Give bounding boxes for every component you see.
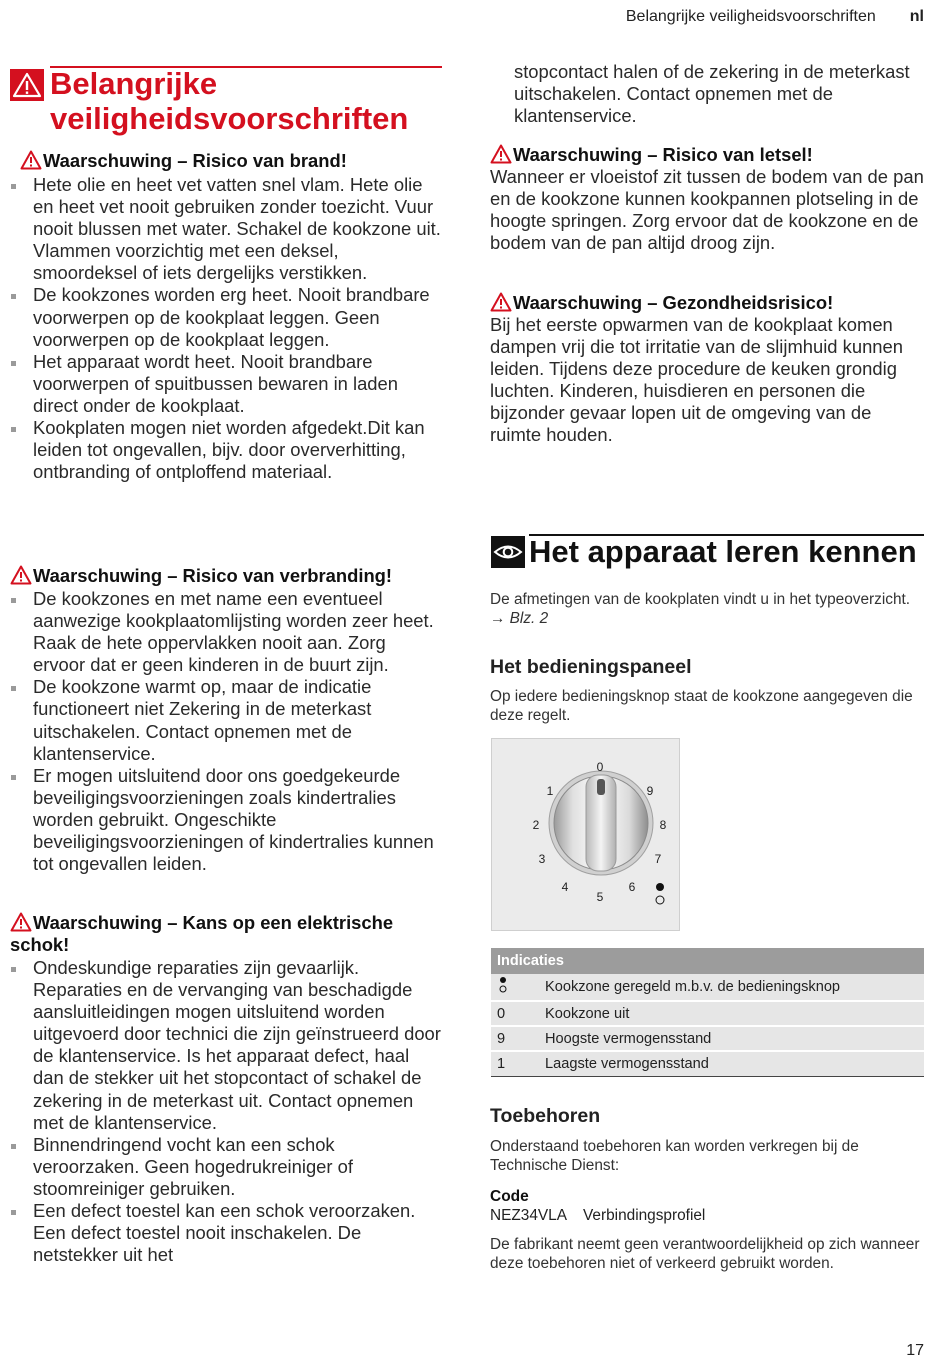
disclaimer: De fabrikant neemt geen verantwoordelijkheid op zich wanneer deze toebehoren niet of verkeerd gebruikt worden. [490, 1236, 920, 1272]
running-header-title: Belangrijke veiligheidsvoorschriften [625, 8, 876, 25]
table-row: 0 Kookzone uit [491, 1001, 924, 1026]
indicator-dot-empty [656, 896, 664, 904]
language-code: nl [909, 8, 924, 25]
warning-triangle-icon [490, 292, 512, 312]
injury-warning-text: Wanneer er vloeistof zit tussen de bodem van de pan en de kookzone kunnen kookpannen plotseling in de hoogte springen. Zorg ervoor dat de kookzone en de bodem van de pan altijd droog zijn. [490, 166, 924, 254]
code-label: Code [490, 1188, 529, 1205]
table-row: Kookzone geregeld m.b.v. de bedieningsknop [491, 974, 924, 1001]
table-row: 1 Laagste vermogensstand [491, 1051, 924, 1076]
list-item: Hete olie en heet vet vatten snel vlam. Hete olie en heet vet nooit gebruiken zonder toezicht. Vuur nooit blussen met water. Schakel de kookzone uit. Vlammen voorzichtig met een deksel, smoordeksel of iets dergelijks verstikken. [10, 174, 442, 284]
warning-triangle-icon [490, 144, 512, 164]
indicator-dot-filled [656, 883, 664, 891]
list-item: Er mogen uitsluitend door ons goedgekeurde beveiligingsvoorzieningen zoals kindertralies worden gebruikt. Ongeschikte beveiligingsvoorzieningen of kindertralies kunnen tot ongevallen leiden. [10, 765, 442, 875]
knob-label-2: 2 [532, 818, 540, 832]
list-item: Ondeskundige reparaties zijn gevaarlijk. Reparaties en de vervanging van beschadigde aansluitleidingen mogen uitsluitend worden uitgevoerd door technici die zijn geïnstrueerd door de klantenservice. Is het apparaat defect, haal dan de stekker uit het stopcontact of schakel de zekering in de meterkast uit. Contact opnemen met de klantenservice. [10, 957, 442, 1134]
list-item: Binnendringend vocht kan een schok veroorzaken. Geen hogedrukreiniger of stoomreiniger gebruiken. [10, 1134, 442, 1200]
shock-warning-title: Waarschuwing – Kans op een elektrische schok! [10, 912, 394, 955]
warning-triangle-icon [10, 912, 32, 932]
page-reference: → Blz. 2 [490, 610, 549, 627]
knob-label-5: 5 [596, 890, 604, 904]
continuation-text: stopcontact halen of de zekering in de meterkast uitschakelen. Contact opnemen met de klantenservice. [514, 61, 910, 127]
burn-warning-section [10, 565, 442, 875]
indications-table [491, 948, 924, 1077]
list-item: De kookzones en met name een eventueel aanwezige kookplaatomlijsting worden zeer heet. Raak de hete oppervlakken nooit aan. Zorg ervoor dat er geen kinderen in de buurt zijn. [10, 588, 442, 676]
list-item: Het apparaat wordt heet. Nooit brandbare voorwerpen of spuitbussen bewaren in laden direct onder de kookplaat. [10, 351, 442, 417]
knob-label-0: 0 [596, 760, 604, 774]
health-warning-title: Waarschuwing – Gezondheidsrisico! [490, 292, 924, 314]
control-knob-illustration [492, 739, 679, 930]
eye-box-icon [491, 536, 525, 568]
section-heading: Het apparaat leren kennen [529, 534, 917, 569]
page-number: 17 [906, 1342, 924, 1359]
intro-paragraph [490, 590, 924, 628]
burn-warning-title: Waarschuwing – Risico van verbranding! [10, 565, 442, 587]
accessories-text: Onderstaand toebehoren kan worden verkregen bij de Technische Dienst: [490, 1138, 859, 1174]
list-item: De kookzone warmt op, maar de indicatie functioneert niet Zekering in de meterkast uitschakelen. Contact opnemen met de klantenservice. [10, 676, 442, 764]
injury-warning-section [490, 144, 924, 254]
page-heading: Belangrijke veiligheidsvoorschriften [50, 66, 409, 136]
panel-section [490, 656, 924, 725]
injury-warning-title: Waarschuwing – Risico van letsel! [490, 144, 924, 166]
knob-label-7: 7 [654, 852, 662, 866]
list-item: De kookzones worden erg heet. Nooit brandbare voorwerpen op de kookplaat leggen. Geen voorwerpen op de kookplaat leggen. [10, 284, 442, 350]
indicator-symbol-icon [497, 975, 509, 995]
running-header [626, 8, 924, 26]
list-item: Een defect toestel kan een schok veroorzaken. Een defect toestel nooit inschakelen. De netstekker uit het [10, 1200, 442, 1266]
warning-box-icon [10, 69, 44, 101]
fire-warning-section [10, 150, 442, 483]
accessories-section [490, 1105, 924, 1273]
list-item: Kookplaten mogen niet worden afgedekt.Dit kan leiden tot ongevallen, bijv. door oververhitting, ontbranding of ontploffend materiaal. [10, 417, 442, 483]
code-description: Verbindingsprofiel [583, 1207, 706, 1224]
accessories-title: Toebehoren [490, 1105, 601, 1127]
health-warning-text: Bij het eerste opwarmen van de kookplaat komen dampen vrij die tot irritatie van de slijmhuid kunnen leiden. Tijdens deze procedure de keuken grondig luchten. Kinderen, huisdieren en personen die bijzonder gevaar lopen uit de omgeving van de ruimte houden. [490, 314, 903, 446]
knob-label-8: 8 [659, 818, 667, 832]
knob-label-6: 6 [628, 880, 636, 894]
panel-text: Op iedere bedieningsknop staat de kookzone aangegeven die deze regelt. [490, 688, 913, 724]
warning-triangle-icon [20, 150, 42, 170]
intro-text: De afmetingen van de kookplaten vindt u in het typeoverzicht. [490, 591, 911, 608]
table-header: Indicaties [491, 948, 924, 974]
warning-triangle-icon [10, 565, 32, 585]
table-row: 9 Hoogste vermogensstand [491, 1026, 924, 1051]
knob-label-9: 9 [646, 784, 654, 798]
health-warning-section [490, 292, 924, 447]
shock-warning-section [10, 912, 442, 1266]
knob-label-3: 3 [538, 852, 546, 866]
knob-label-1: 1 [546, 784, 554, 798]
control-knob-figure [491, 738, 680, 931]
fire-warning-title: Waarschuwing – Risico van brand! [20, 150, 442, 172]
panel-title: Het bedieningspaneel [490, 656, 692, 678]
code-value: NEZ34VLA [490, 1207, 567, 1224]
knob-label-4: 4 [561, 880, 569, 894]
